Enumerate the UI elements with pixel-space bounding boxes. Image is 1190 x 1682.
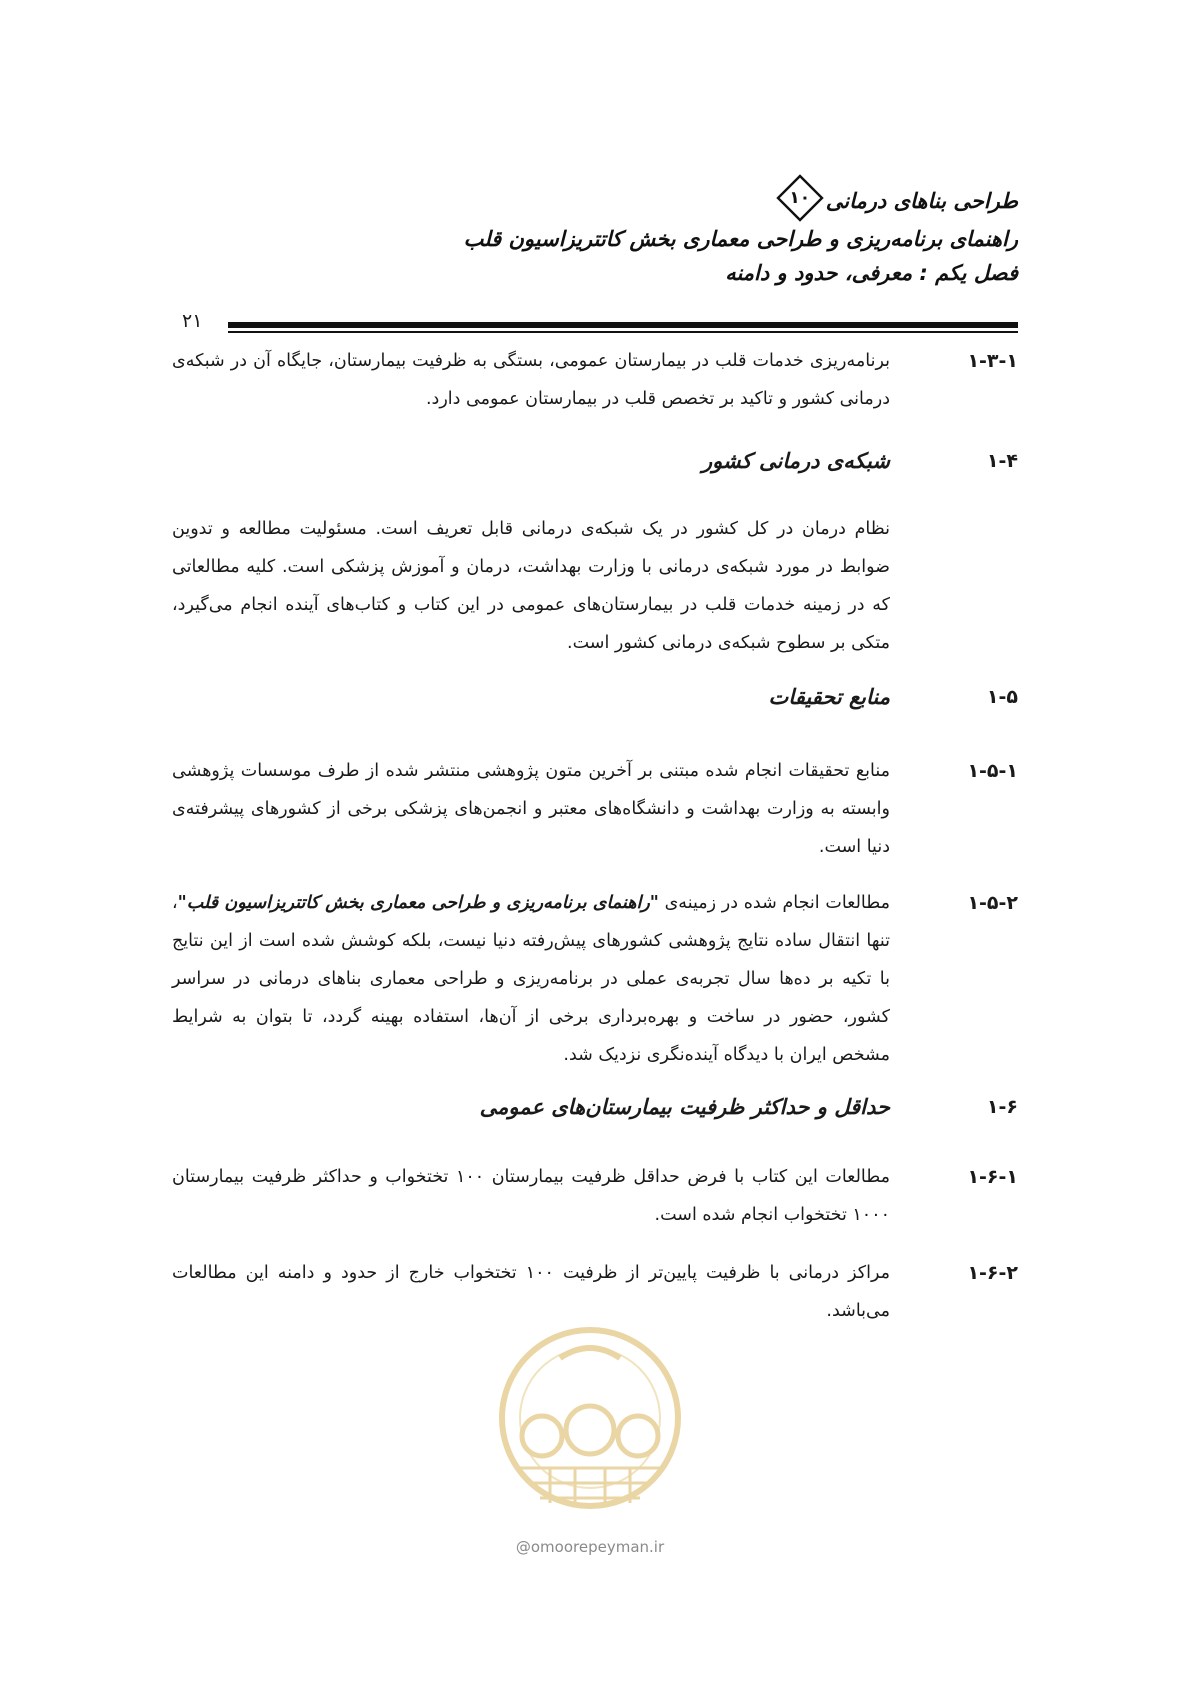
book-title: راهنمای برنامه‌ریزی و طراحی معماری بخش کاتتریزاسیون قلب [463, 227, 1018, 251]
series-title: طراحی بناهای درمانی [825, 189, 1018, 213]
book-title-reference: "راهنمای برنامه‌ریزی و طراحی معماری بخش کاتتریزاسیون قلب" [177, 893, 659, 913]
paragraph-health-network: نظام درمان در کل کشور در یک شبکه‌ی درمانی قابل تعریف است. مسئولیت مطالعه و تدوین ضوابط در مورد شبکه‌ی درمانی با وزارت بهداشت، درمان و آموزش پزشکی است. کلیه مطالعاتی که در زمینه خدمات قلب در بیمارستان‌های عمومی در این کتاب و کتاب‌های آینده انجام می‌گیرد، متکی بر سطوح شبکه‌ی درمانی کشور است. [172, 519, 890, 653]
section-text: منابع تحقیقات انجام شده مبتنی بر آخرین متون پژوهشی منتشر شده از طرف موسسات پژوهشی وابسته به وزارت بهداشت و دانشگاه‌های معتبر و انجمن‌های پزشکی برخی از کشورهای پیشرفته‌ی دنیا است. [172, 761, 890, 857]
section-1-5-1 [172, 752, 1018, 866]
page-header [464, 180, 1018, 290]
chapter-title: فصل یکم : معرفی، حدود و دامنه [725, 261, 1018, 285]
section-number: ۱-۶-۲ [967, 1262, 1018, 1284]
section-number: ۱-۶-۱ [967, 1166, 1018, 1188]
header-rule-thick [228, 322, 1018, 328]
section-text: مطالعات این کتاب با فرض حداقل ظرفیت بیمارستان ۱۰۰ تختخواب و حداکثر ظرفیت بیمارستان ۱۰۰۰ تختخواب انجام شده است. [172, 1167, 890, 1225]
page-number: ۲۱ [182, 310, 203, 332]
heading-1-6 [172, 1088, 1018, 1126]
heading-text: حداقل و حداکثر ظرفیت بیمارستان‌های عمومی [479, 1095, 890, 1119]
heading-1-4 [172, 442, 1018, 480]
section-number: ۱-۳-۱ [967, 350, 1018, 372]
section-text [172, 884, 890, 1074]
section-1-6-1 [172, 1158, 1018, 1234]
section-1-5-2 [172, 884, 1018, 1074]
heading-text: منابع تحقیقات [768, 685, 890, 709]
section-number: ۱-۵ [986, 686, 1018, 708]
header-rule-thin [228, 331, 1018, 333]
section-text: مراکز درمانی با ظرفیت پایین‌تر از ظرفیت ۱۰۰ تختخواب خارج از حدود و دامنه این مطالعات می‌باشد. [172, 1263, 891, 1321]
omoorepeyman-logo-icon [480, 1318, 700, 1518]
section-number: ۱-۵-۲ [967, 892, 1018, 914]
series-number: ۱۰ [789, 188, 811, 208]
section-text-start: مطالعات انجام شده در زمینه‌ی [658, 893, 890, 913]
section-1-3-1 [172, 342, 1018, 418]
series-title-line [464, 180, 1018, 222]
series-number-diamond-icon [776, 174, 824, 222]
section-number: ۱-۵-۱ [967, 760, 1018, 782]
section-number: ۱-۴ [986, 450, 1018, 472]
section-number: ۱-۶ [986, 1096, 1018, 1118]
section-text-end: ، تنها انتقال ساده نتایج پژوهشی کشورهای پیش‌رفته دنیا نیست، بلکه کوشش شده است از این نتایج با تکیه بر ده‌ها سال تجربه‌ی عملی در برنامه‌ریزی و طراحی معماری بناهای درمانی در سراسر کشور، حضور در ساخت و بهره‌برداری برخی از آن‌ها، استفاده بهینه گردد، تا بتوان به شرایط مشخص ایران با دیدگاه آینده‌نگری نزدیک شد. [172, 893, 890, 1065]
heading-text: شبکه‌ی درمانی کشور [701, 449, 890, 473]
watermark-site: @omoorepeyman.ir [515, 1538, 665, 1556]
section-text: برنامه‌ریزی خدمات قلب در بیمارستان عمومی، بستگی به ظرفیت بیمارستان، جایگاه آن در شبکه‌ی درمانی کشور و تاکید بر تخصص قلب در بیمارستان عمومی دارد. [172, 351, 890, 409]
heading-1-5 [172, 678, 1018, 716]
